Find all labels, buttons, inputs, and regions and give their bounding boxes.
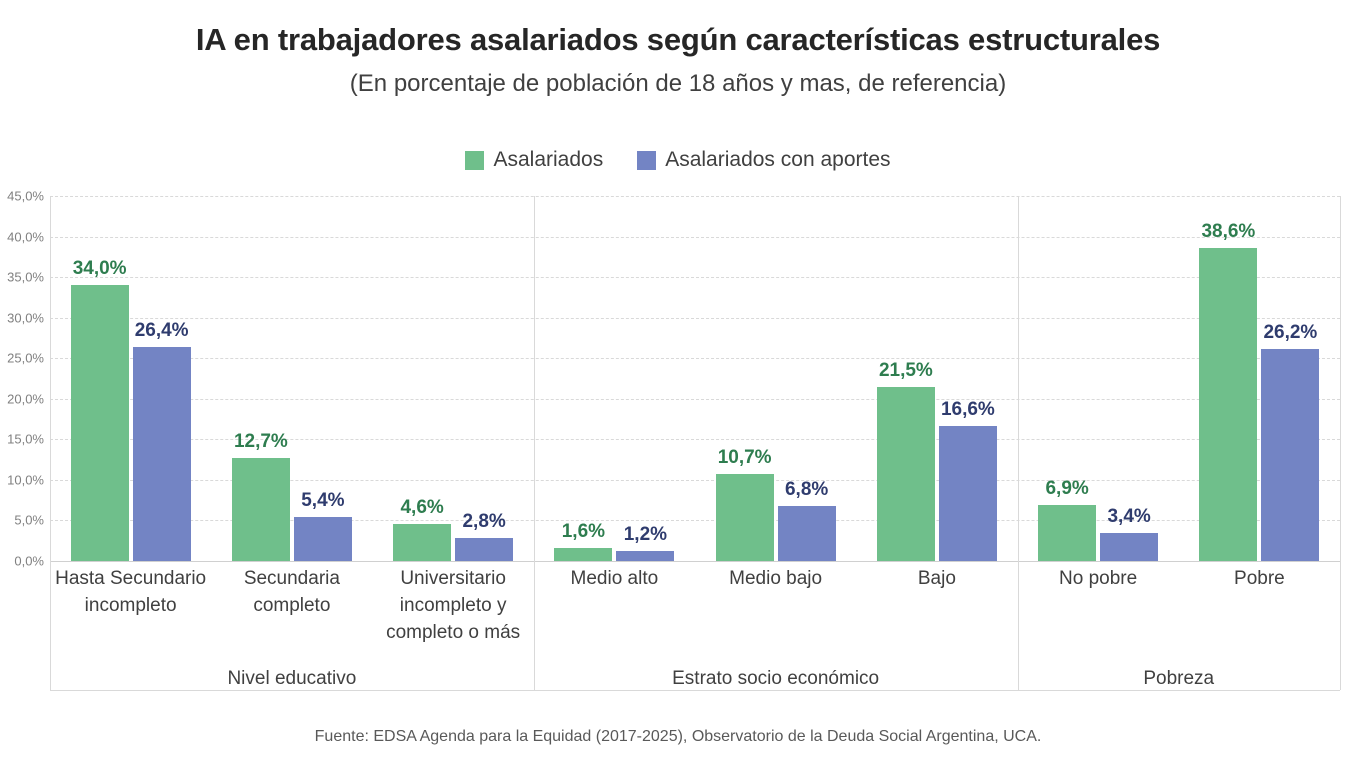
bar-value-label: 12,7% bbox=[233, 431, 288, 452]
bar[interactable] bbox=[554, 521, 612, 561]
bar-value-label: 4,6% bbox=[400, 496, 444, 518]
x-axis-tick-label: Medio bajo bbox=[729, 568, 823, 589]
y-axis-tick-label: 20,0% bbox=[7, 391, 44, 407]
y-axis-tick-label: 45,0% bbox=[7, 188, 44, 204]
chart-title: IA en trabajadores asalariados según características estructurales bbox=[195, 22, 1161, 57]
x-axis-tick-label: No pobre bbox=[1059, 568, 1138, 589]
bar[interactable] bbox=[877, 359, 935, 561]
group-separator bbox=[1018, 196, 1019, 690]
legend-item-asalariados-con-aportes[interactable] bbox=[637, 148, 890, 172]
bar[interactable] bbox=[778, 478, 836, 561]
group-baseline bbox=[1018, 690, 1341, 691]
bar-value-label: 2,8% bbox=[462, 511, 506, 533]
bar[interactable] bbox=[232, 431, 290, 561]
bar[interactable] bbox=[71, 258, 129, 561]
legend-swatch-icon bbox=[465, 151, 484, 170]
bar-value-label: 5,4% bbox=[301, 490, 345, 512]
chart-source: Fuente: EDSA Agenda para la Equidad (2017-2025), Observatorio de la Deuda Social Argentina, UCA. bbox=[314, 728, 1042, 745]
y-axis-tick-label: 0,0% bbox=[14, 553, 44, 569]
group-separator bbox=[1340, 196, 1341, 690]
group-separator bbox=[50, 196, 51, 690]
bar[interactable] bbox=[939, 399, 997, 561]
y-axis-tick-label: 5,0% bbox=[14, 512, 44, 528]
bar-value-label: 26,4% bbox=[134, 319, 189, 341]
legend-item-asalariados[interactable] bbox=[465, 148, 603, 172]
legend-swatch-icon bbox=[637, 151, 656, 170]
x-axis-tick-label: Hasta Secundario incompleto bbox=[55, 568, 207, 616]
group-label: Nivel educativo bbox=[227, 668, 357, 689]
bar[interactable] bbox=[393, 496, 451, 561]
chart-subtitle: (En porcentaje de población de 18 años y mas, de referencia) bbox=[349, 70, 1007, 97]
y-axis-labels bbox=[0, 188, 44, 569]
legend-label: Asalariados bbox=[493, 148, 604, 171]
bar-value-label: 38,6% bbox=[1201, 220, 1256, 242]
bar[interactable] bbox=[616, 524, 674, 561]
chart-legend bbox=[0, 148, 1356, 172]
bar-value-label: 3,4% bbox=[1107, 506, 1151, 528]
x-axis-category-labels bbox=[50, 566, 1340, 656]
gridline bbox=[50, 561, 1340, 563]
bar-value-label: 10,7% bbox=[717, 447, 772, 469]
x-axis-tick-label: Medio alto bbox=[570, 568, 659, 589]
bar-value-label: 6,9% bbox=[1045, 478, 1089, 500]
y-axis-tick-label: 25,0% bbox=[7, 350, 44, 366]
bar-series-container bbox=[50, 196, 1340, 561]
plot-area bbox=[50, 196, 1340, 561]
x-axis-tick-label: Pobre bbox=[1234, 568, 1285, 589]
bar[interactable] bbox=[1038, 478, 1096, 561]
bar[interactable] bbox=[1199, 220, 1257, 561]
legend-label: Asalariados con aportes bbox=[665, 148, 891, 171]
x-axis-tick-label: Secundaria completo bbox=[243, 568, 340, 616]
group-label: Estrato socio económico bbox=[672, 668, 880, 689]
group-separator bbox=[534, 196, 535, 690]
bar[interactable] bbox=[1261, 321, 1319, 562]
group-baseline bbox=[50, 690, 534, 691]
group-baseline bbox=[534, 690, 1018, 691]
bar-value-label: 1,2% bbox=[623, 524, 668, 546]
bar-value-label: 16,6% bbox=[940, 399, 995, 421]
y-axis-tick-label: 30,0% bbox=[7, 310, 44, 326]
y-axis-tick-label: 35,0% bbox=[7, 269, 44, 285]
group-label: Pobreza bbox=[1143, 668, 1215, 689]
bar-value-label: 6,8% bbox=[784, 478, 829, 500]
bar[interactable] bbox=[455, 511, 513, 561]
bar[interactable] bbox=[294, 490, 352, 561]
x-axis-tick-label: Bajo bbox=[917, 568, 956, 589]
y-axis-tick-label: 40,0% bbox=[7, 229, 44, 245]
bar[interactable] bbox=[133, 319, 191, 561]
y-axis-tick-label: 15,0% bbox=[7, 431, 44, 447]
bar-value-label: 34,0% bbox=[72, 258, 127, 280]
bar-value-label: 26,2% bbox=[1263, 321, 1318, 343]
bar-value-label: 21,5% bbox=[878, 359, 933, 381]
bar[interactable] bbox=[716, 447, 774, 561]
bar[interactable] bbox=[1100, 506, 1158, 561]
x-axis-tick-label: Universitario incompleto y completo o más bbox=[386, 568, 521, 643]
y-axis-tick-label: 10,0% bbox=[7, 472, 44, 488]
bar-value-label: 1,6% bbox=[561, 521, 606, 543]
